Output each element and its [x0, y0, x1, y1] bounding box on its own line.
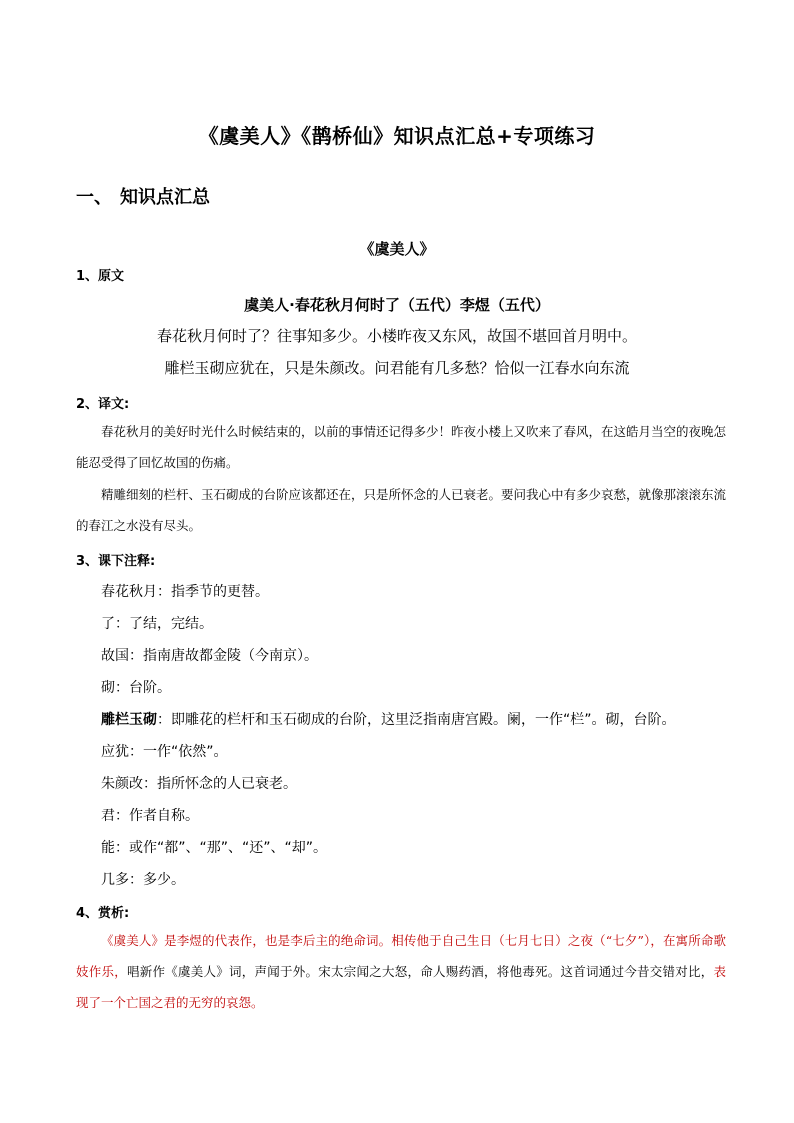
translation-label: 2、译文:: [76, 397, 130, 412]
note-text: ：多少。: [129, 872, 185, 888]
note-term: 君: [101, 808, 115, 824]
appreciation-highlight: 《虞美人》是李煜的代表作，也是李后主的绝命词。相传他于自己生日（七月七日）之夜（“七夕”），在寓所命歌妓作乐，: [76, 933, 726, 979]
note-term: 几多: [101, 872, 129, 888]
note-text: ：了结，完结。: [115, 616, 213, 632]
note-text: ：指所怀念的人已衰老。: [143, 776, 297, 792]
poem-title: 《虞美人》: [359, 240, 435, 258]
note-item: [101, 837, 327, 857]
appreciation-highlight: 表现了一个亡国之君的无穷的哀怨。: [76, 964, 726, 1010]
notes-label: 3、课下注释:: [76, 554, 156, 569]
note-term: 砌: [101, 680, 115, 696]
note-term: 春花秋月: [101, 584, 157, 600]
poem-line: 春花秋月何时了？往事知多少。小楼昨夜又东风，故国不堪回首月明中。: [156, 327, 637, 345]
section-number: 一、: [76, 187, 112, 208]
note-item: [101, 773, 297, 793]
note-text: ：指南唐故都金陵（今南京）。: [129, 648, 318, 664]
note-term: 应犹: [101, 744, 129, 760]
note-text: ：或作“都”、“那”、“还”、“却”。: [115, 840, 328, 856]
note-text: ：台阶。: [115, 680, 171, 696]
note-text: ：作者自称。: [115, 808, 199, 824]
translation-paragraph: 精雕细刻的栏杆、玉石砌成的台阶应该都还在，只是所怀念的人已衰老。要问我心中有多少哀愁，就像那滚滚东流的春江之水没有尽头。: [76, 487, 727, 533]
note-term: 了: [101, 616, 115, 632]
appreciation-paragraph: [76, 925, 726, 1018]
document-title: 《虞美人》《鹊桥仙》知识点汇总+专项练习: [198, 124, 596, 148]
poem-heading: 虞美人·春花秋月何时了（五代）李煜（五代）: [244, 296, 550, 314]
section-label: 知识点汇总: [120, 187, 210, 208]
note-text: ：一作“依然”。: [129, 744, 228, 760]
note-item: [101, 677, 171, 697]
note-text: ：即雕花的栏杆和玉石砌成的台阶，这里泛指南唐宫殿。阑，一作“栏”。砌，台阶。: [157, 712, 676, 728]
note-text: ：指季节的更替。: [157, 584, 269, 600]
note-item: [101, 709, 676, 729]
appreciation-label: 4、赏析:: [76, 906, 130, 921]
note-item: [101, 741, 228, 761]
section-heading: [76, 183, 210, 209]
note-item: [101, 581, 269, 601]
note-item: [101, 645, 318, 665]
note-term: 能: [101, 840, 115, 856]
note-item: [101, 805, 199, 825]
note-term: 故国: [101, 648, 129, 664]
note-term: 朱颜改: [101, 776, 143, 792]
original-text-label: 1、原文: [76, 269, 125, 284]
note-term: 雕栏玉砌: [101, 712, 157, 728]
appreciation-text: 唱新作《虞美人》词，声闻于外。宋太宗闻之大怒，命人赐药酒，将他毒死。这首词通过今昔交错对比，: [127, 964, 714, 979]
poem-line: 雕栏玉砌应犹在，只是朱颜改。问君能有几多愁？恰似一江春水向东流: [164, 359, 630, 377]
translation-paragraph: 春花秋月的美好时光什么时候结束的，以前的事情还记得多少！昨夜小楼上又吹来了春风，在这皓月当空的夜晚怎能忍受得了回忆故国的伤痛。: [76, 424, 727, 470]
note-item: [101, 613, 213, 633]
note-item: [101, 869, 185, 889]
